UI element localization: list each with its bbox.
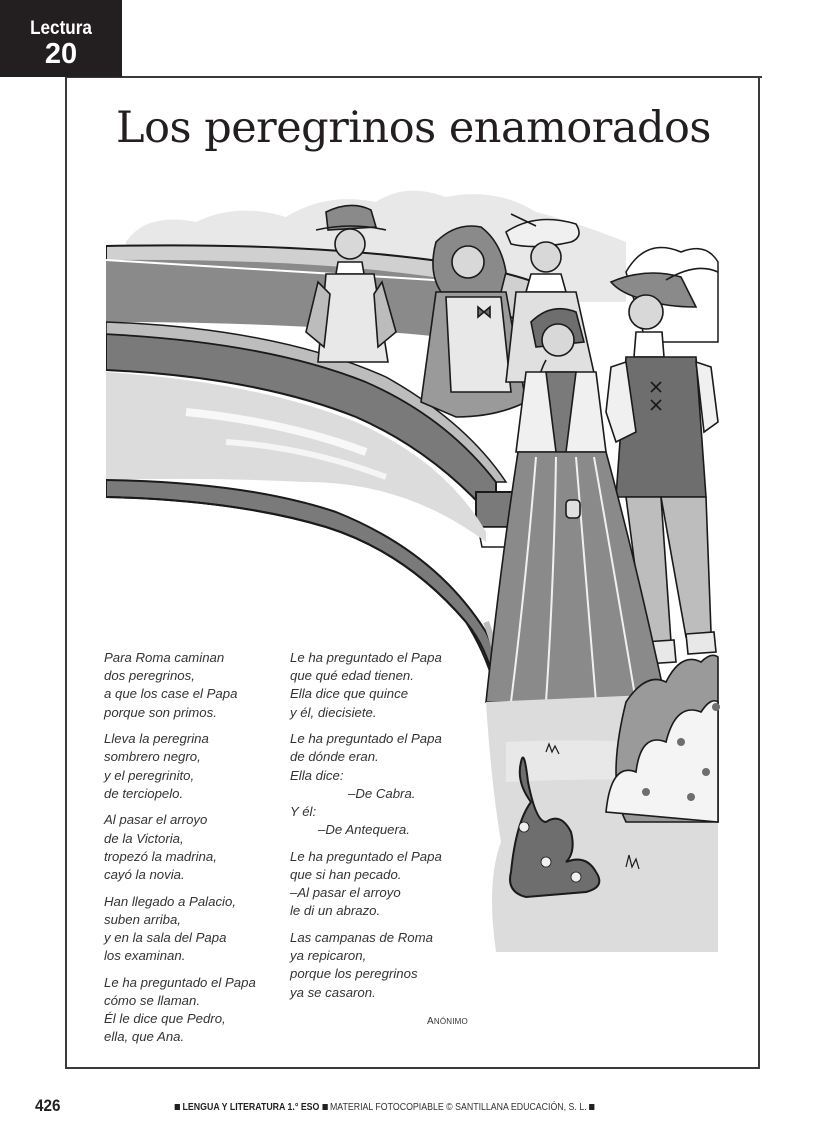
verse-line: Lleva la peregrina	[104, 731, 209, 747]
verse-line: ya se casaron.	[290, 984, 376, 1000]
verse-line: los examinan.	[104, 948, 186, 964]
stanza	[290, 730, 490, 839]
verse-line: cómo se llaman.	[104, 993, 201, 1009]
stanza	[104, 893, 284, 966]
dialogue-line: –De Cabra.	[348, 785, 416, 801]
verse-line: a que los case el Papa	[104, 686, 238, 702]
verse-line: ya repicaron,	[290, 948, 367, 964]
dialogue-line: –De Antequera.	[318, 822, 410, 838]
reading-number-badge	[0, 0, 122, 77]
verse-line: y él, diecisiete.	[290, 704, 377, 720]
stanza	[290, 649, 490, 722]
stanza	[104, 974, 284, 1047]
poem-author	[427, 1016, 468, 1027]
verse-line: Le ha preguntado el Papa	[290, 848, 442, 864]
poem-column-left	[104, 649, 284, 1055]
verse-line: que si han pecado.	[290, 867, 402, 883]
page-title: Los peregrinos enamorados	[116, 103, 711, 153]
square-bullet-icon	[589, 1104, 594, 1110]
reading-number: 20	[44, 38, 78, 70]
author-initial: A	[427, 1016, 434, 1027]
verse-line: –Al pasar el arroyo	[290, 885, 401, 901]
stanza	[104, 811, 284, 884]
verse-line: Para Roma caminan	[104, 650, 225, 665]
verse-line: de dónde eran.	[290, 749, 379, 765]
square-bullet-icon	[175, 1104, 180, 1110]
verse-line: de la Victoria,	[104, 830, 184, 846]
verse-line: y en la sala del Papa	[104, 930, 227, 946]
verse-line: tropezó la madrina,	[104, 848, 217, 864]
verse-line: de terciopelo.	[104, 785, 184, 801]
square-bullet-icon	[322, 1104, 327, 1110]
verse-line: le di un abrazo.	[290, 903, 381, 919]
author-rest: NÓNIMO	[433, 1017, 468, 1026]
verse-line: Él le dice que Pedro,	[104, 1011, 226, 1027]
stanza	[290, 848, 490, 921]
verse-line: suben arriba,	[104, 911, 181, 927]
stanza	[104, 730, 284, 803]
verse-line: Al pasar el arroyo	[104, 812, 208, 828]
verse-line: Le ha preguntado el Papa	[290, 731, 442, 747]
verse-line: sombrero negro,	[104, 749, 201, 765]
verse-line: porque son primos.	[104, 704, 217, 720]
verse-line: ella, que Ana.	[104, 1029, 185, 1045]
page-number: 426	[35, 1096, 61, 1115]
verse-line: Ella dice:	[290, 767, 344, 783]
verse-line: Han llegado a Palacio,	[104, 893, 236, 909]
verse-line: y el peregrinito,	[104, 767, 195, 783]
verse-line: Le ha preguntado el Papa	[290, 650, 442, 665]
poem-column-right	[290, 649, 490, 1010]
footer-rights: MATERIAL FOTOCOPIABLE © SANTILLANA EDUCACIÓN, S. L.	[329, 1102, 587, 1113]
verse-line: Ella dice que quince	[290, 686, 409, 702]
verse-line: porque los peregrinos	[290, 966, 418, 982]
verse-line: Y él:	[290, 804, 317, 820]
stanza	[290, 929, 490, 1002]
verse-line: Las campanas de Roma	[290, 930, 433, 946]
verse-line: Le ha preguntado el Papa	[104, 974, 256, 990]
verse-line: dos peregrinos,	[104, 668, 195, 684]
footer-book-title: LENGUA Y LITERATURA 1.° ESO	[182, 1102, 320, 1113]
reading-label: Lectura	[30, 18, 92, 39]
footer-credits	[172, 1102, 597, 1113]
stanza	[104, 649, 284, 722]
verse-line: cayó la novia.	[104, 867, 185, 883]
verse-line: que qué edad tienen.	[290, 668, 414, 684]
